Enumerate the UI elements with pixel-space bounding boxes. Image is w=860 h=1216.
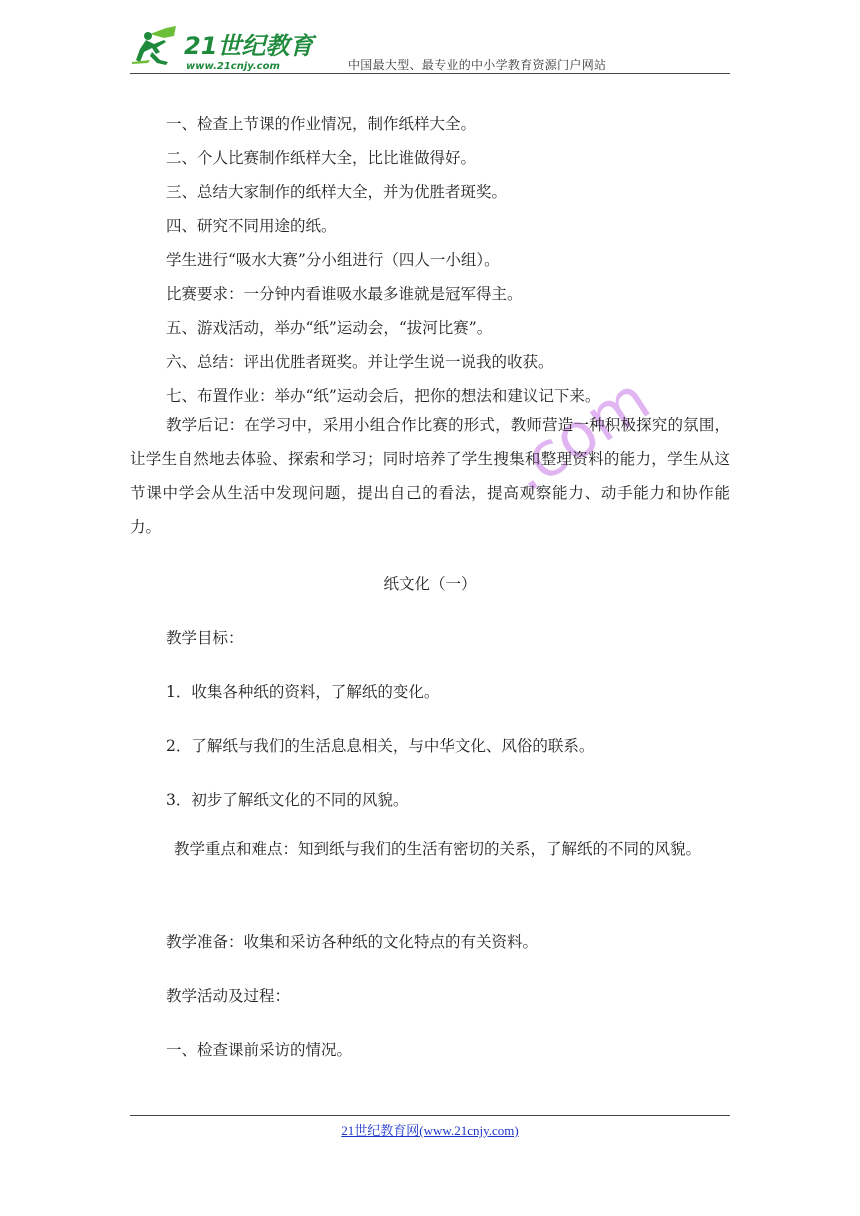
footer-link[interactable]: 21世纪教育网(www.21cnjy.com) <box>341 1123 519 1138</box>
content-line: 二、个人比赛制作纸样大全，比比谁做得好。 <box>166 149 477 167</box>
content-line: 一、检查上节课的作业情况，制作纸样大全。 <box>166 115 477 133</box>
logo-url: www.21cnjy.com <box>186 61 280 72</box>
footer-divider <box>130 1115 730 1116</box>
postscript-paragraph: 教学后记：在学习中，采用小组合作比赛的形式，教师营造一种积极探究的氛围，让学生自然地去体验、探索和学习；同时培养了学生搜集和整理资料的能力，学生从这节课中学会从生活中发现问题，提出自己的看法，提高观察能力、动手能力和协作能力。 <box>130 416 730 536</box>
content-line: 五、游戏活动，举办“纸”运动会，“拔河比赛”。 <box>166 319 493 337</box>
step-line: 一、检查课前采访的情况。 <box>166 1041 353 1059</box>
page-header <box>130 22 730 76</box>
header-divider <box>130 73 730 74</box>
watermark-text: .com <box>495 362 663 507</box>
goal-item: 3．初步了解纸文化的不同的风貌。 <box>166 791 409 809</box>
goal-item: 1．收集各种纸的资料，了解纸的变化。 <box>166 683 440 701</box>
goal-item: 2．了解纸与我们的生活息息相关，与中华文化、风俗的联系。 <box>166 737 595 755</box>
header-tagline: 中国最大型、最专业的中小学教育资源门户网站 <box>348 58 607 72</box>
content-line: 三、总结大家制作的纸样大全，并为优胜者斑奖。 <box>166 183 508 201</box>
content-line: 学生进行“吸水大赛”分小组进行（四人一小组）。 <box>166 251 500 269</box>
key-points-paragraph: 教学重点和难点：知到纸与我们的生活有密切的关系，了解纸的不同的风貌。 <box>174 840 702 858</box>
process-label: 教学活动及过程： <box>166 987 291 1005</box>
goals-label: 教学目标： <box>166 629 244 647</box>
content-line: 七、布置作业：举办“纸”运动会后，把你的想法和建议记下来。 <box>166 387 601 405</box>
runner-flag-logo-icon <box>130 22 330 76</box>
logo-title: 21世纪教育 <box>184 32 314 60</box>
site-logo[interactable] <box>130 22 330 76</box>
preparation-line: 教学准备：收集和采访各种纸的文化特点的有关资料。 <box>166 933 539 951</box>
content-line: 比赛要求：一分钟内看谁吸水最多谁就是冠军得主。 <box>166 285 523 303</box>
section-title: 纸文化（一） <box>383 575 477 593</box>
content-line: 六、总结：评出优胜者斑奖。并让学生说一说我的收获。 <box>166 353 554 371</box>
content-line: 四、研究不同用途的纸。 <box>166 217 337 235</box>
